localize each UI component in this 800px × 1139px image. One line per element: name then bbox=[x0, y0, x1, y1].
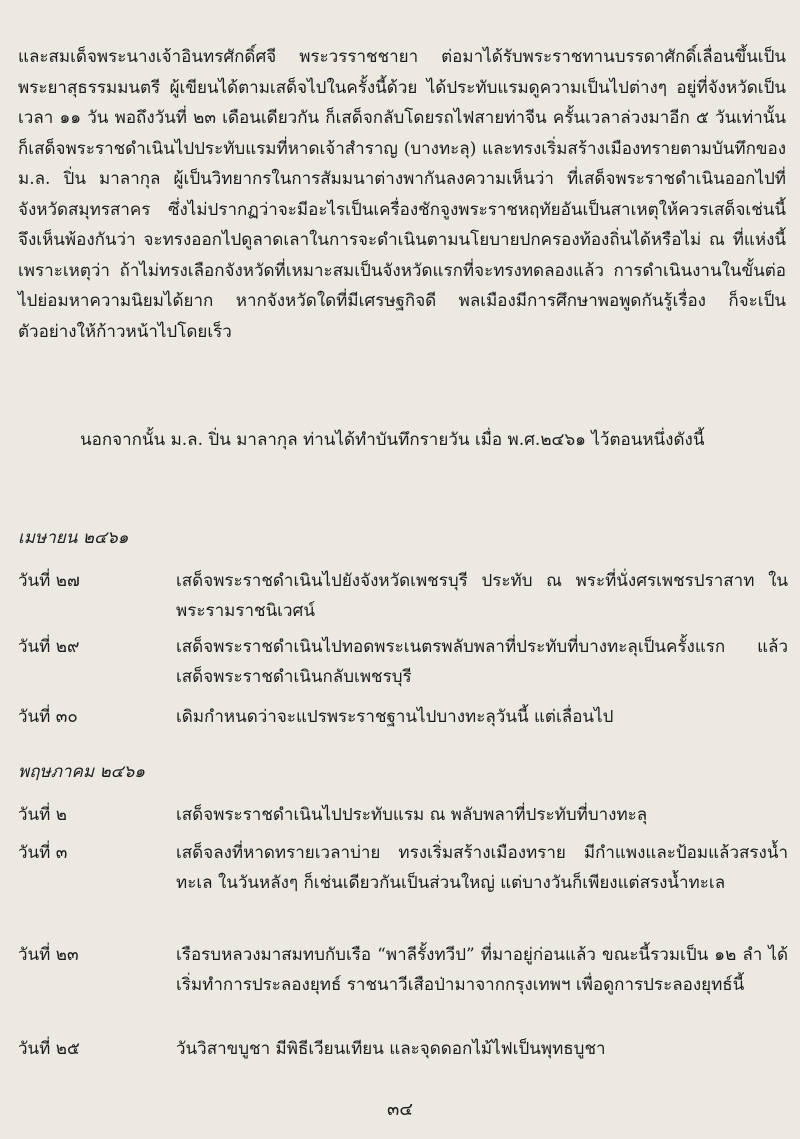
body-paragraph-1: และสมเด็จพระนางเจ้าอินทรศักดิ์ศจี พระวรราชชายา ต่อมาได้รับพระราชทานบรรดาศักดิ์เลื่อนขึ้นเป็นพระยาสุธรรมมนตรี ผู้เขียนได้ตามเสด็จไปในครั้งนี้ด้วย ได้ประทับแรมดูความเป็นไปต่างๆ อยู่ที่จังหวัดเป็นเวลา ๑๑ วัน พอถึงวันที่ ๒๓ เดือนเดียวกัน ก็เสด็จกลับโดยรถไฟสายท่าจีน ครั้นเวลาล่วงมาอีก ๕ วันเท่านั้น ก็เสด็จพระราชดำเนินไปประทับแรมที่หาดเจ้าสำราญ (บางทะลุ) และทรงเริ่มสร้างเมืองทรายตามบันทึกของ ม.ล. ปิ่น มาลากุล ผู้เป็นวิทยากรในการสัมมนาต่างพากันลงความเห็นว่า ที่เสด็จพระราชดำเนินออกไปที่จังหวัดสมุทรสาคร ซึ่งไม่ปรากฏว่าจะมีอะไรเป็นเครื่องชักจูงพระราชหฤทัยอันเป็นสาเหตุให้ควรเสด็จเช่นนี้ จึงเห็นพ้องกันว่า จะทรงออกไปดูลาดเลาในการจะดำเนินตามนโยบายปกครองท้องถิ่นได้หรือไม่ ณ ที่แห่งนี้ เพราะเหตุว่า ถ้าไม่ทรงเลือกจังหวัดที่เหมาะสมเป็นจังหวัดแรกที่จะทรงทดลองแล้ว การดำเนินงานในขั้นต่อไปย่อมหาความนิยมได้ยาก หากจังหวัดใดที่มีเศรษฐกิจดี พลเมืองมีการศึกษาพอพูดกันรู้เรื่อง ก็จะเป็นตัวอย่างให้ก้าวหน้าไปโดยเร็ว bbox=[18, 47, 786, 342]
section-heading-may: พฤษภาคม ๒๔๖๑ bbox=[18, 762, 146, 782]
diary-entry bbox=[18, 566, 788, 626]
entry-date: วันที่ ๒๕ bbox=[18, 1039, 80, 1059]
entry-date: วันที่ ๒๙ bbox=[18, 637, 80, 657]
entry-date: วันที่ ๓๐ bbox=[18, 707, 78, 727]
page-number: ๓๔ bbox=[387, 1099, 413, 1120]
entry-date: วันที่ ๒๓ bbox=[18, 945, 79, 965]
section-heading-april: เมษายน ๒๔๖๑ bbox=[18, 528, 129, 548]
entry-text: เสด็จพระราชดำเนินไปประทับแรม ณ พลับพลาที่ประทับที่บางทะลุ bbox=[176, 805, 648, 825]
entry-text: เรือรบหลวงมาสมทบกับเรือ “พาลีรั้งทวีป” ที่มาอยู่ก่อนแล้ว ขณะนี้รวมเป็น ๑๒ ลำ ได้เริ่มทำการประลองยุทธ์ ราชนาวีเสือป่ามาจากกรุงเทพฯ เพื่อดูการประลองยุทธ์นี้ bbox=[176, 945, 788, 995]
entry-date: วันที่ ๒ bbox=[18, 805, 67, 825]
body-paragraph-2: นอกจากนั้น ม.ล. ปิ่น มาลากุล ท่านได้ทำบันทึกรายวัน เมื่อ พ.ศ.๒๔๖๑ ไว้ตอนหนึ่งดังนี้ bbox=[80, 430, 705, 450]
entry-text: เดิมกำหนดว่าจะแปรพระราชฐานไปบางทะลุวันนี้ แต่เลื่อนไป bbox=[176, 707, 614, 727]
entry-text: เสด็จพระราชดำเนินไปยังจังหวัดเพชรบุรี ประทับ ณ พระที่นั่งศรเพชรปราสาท ในพระรามราชนิเวศน์ bbox=[176, 571, 788, 621]
diary-entry bbox=[18, 1034, 788, 1064]
diary-entry bbox=[18, 940, 788, 1000]
diary-entry bbox=[18, 702, 788, 732]
entry-date: วันที่ ๒๗ bbox=[18, 571, 80, 591]
diary-entry bbox=[18, 632, 788, 692]
entry-date: วันที่ ๓ bbox=[18, 843, 68, 863]
diary-entry bbox=[18, 838, 788, 898]
entry-text: เสด็จลงที่หาดทรายเวลาบ่าย ทรงเริ่มสร้างเมืองทราย มีกำแพงและป้อมแล้วสรงน้ำทะเล ในวันหลังๆ ก็เช่นเดียวกันเป็นส่วนใหญ่ แต่บางวันก็เพียงแต่สรงน้ำทะเล bbox=[176, 843, 788, 893]
diary-entry bbox=[18, 800, 788, 830]
entry-text: เสด็จพระราชดำเนินไปทอดพระเนตรพลับพลาที่ประทับที่บางทะลุเป็นครั้งแรก แล้วเสด็จพระราชดำเนินกลับเพชรบุรี bbox=[176, 637, 788, 687]
entry-text: วันวิสาขบูชา มีพิธีเวียนเทียน และจุดดอกไม้ไฟเป็นพุทธบูชา bbox=[176, 1039, 606, 1059]
